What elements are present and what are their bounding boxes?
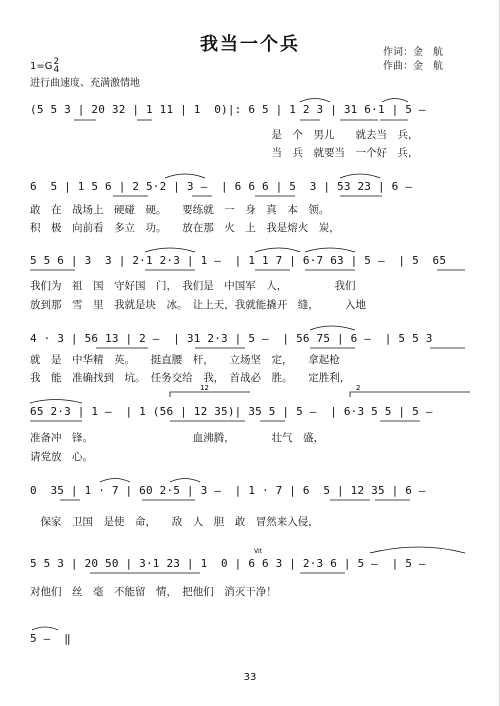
- vit-marking: Vit: [254, 548, 262, 555]
- lyric-line-1: 是 个 男儿 就去当 兵，: [30, 129, 419, 141]
- time-numerator: 2: [53, 57, 60, 67]
- lyric-line-1: 我们为 祖 国 守好国 门， 我们是 中国军 人， 我们: [30, 280, 356, 292]
- volta-2-label: 2: [356, 384, 361, 392]
- notation-row: 65 2·3 | 1 — | 1 (56 | 12 35)| 35 5 | 5 — | 6·3 5 5 | 5 —: [30, 405, 433, 418]
- lyric-line-2: 当 兵 就要当 一个好 兵，: [30, 147, 419, 159]
- lyricist-credit: 作词：金 航: [383, 47, 443, 58]
- lyric-line-2: 放到那 雪 里 我就是块 冰。 让上天，我就能撬开 缝， 入地: [30, 299, 366, 311]
- notation-row: (5 5 3 | 20 32 | 1 11 | 1 0)|: 6 5 | 1 2 3 | 31 6·1 | 5 —: [30, 103, 426, 116]
- lyric-line-2: 请党放 心。: [30, 451, 93, 463]
- key-prefix: 1=G: [30, 61, 53, 72]
- notation-row: 5 — ‖: [30, 632, 71, 645]
- time-denominator: 4: [53, 65, 60, 75]
- notation-row: 0 35 | 1 · 7 | 60 2·5 | 3 — | 1 · 7 | 6 5 | 12 35 | 6 —: [30, 484, 426, 497]
- composer-credit: 作曲：金 航: [383, 61, 443, 72]
- lyric-line-1: 保家 卫国 是使 命， 敌 人 胆 敢 冒然来入侵，: [30, 516, 319, 528]
- notation-row: 6 5 | 1 5 6 | 2 5·2 | 3 — | 6 6 6 | 5 3 | 53 23 | 6 —: [30, 180, 413, 193]
- page-number: 33: [243, 672, 257, 683]
- tempo-marking: 进行曲速度、充满激情地: [30, 78, 140, 89]
- notation-row: 4 · 3 | 56 13 | 2 — | 31 2·3 | 5 — | 56 75 | 6 — | 5 5 3: [30, 332, 433, 345]
- lyric-line-1: 准备冲 锋。 血沸腾， 壮气 盛，: [30, 432, 324, 444]
- notation-row: 5 5 3 | 20 50 | 3·1 23 | 1 0 | 6 6 3 | 2·3 6 | 5 — | 5 —: [30, 557, 426, 570]
- notation-row: 5 5 6 | 3 3 | 2·1 2·3 | 1 — | 1 1 7 | 6·7 63 | 5 — | 5 65: [30, 254, 447, 267]
- song-title: 我当一个兵: [200, 34, 300, 55]
- lyric-line-2: 我 能 准确找到 坑。 任务交给 我， 首战必 胜。 定胜利，: [30, 372, 351, 384]
- lyric-line-1: 对他们 丝 毫 不能留 情， 把他们 消灭干净！: [30, 586, 277, 598]
- volta-1-label: 12: [200, 384, 209, 392]
- lyric-line-1: 就 是 中华精 英。 挺直腰 杆， 立场坚 定， 拿起枪: [30, 354, 340, 366]
- lyric-line-2: 积 极 向前看 多立 功。 放在那 火 上 我是熔火 炭，: [30, 222, 340, 234]
- lyric-line-1: 敢 在 战场上 硬碰 硬。 要练就 一 身 真 本 领。: [30, 204, 330, 216]
